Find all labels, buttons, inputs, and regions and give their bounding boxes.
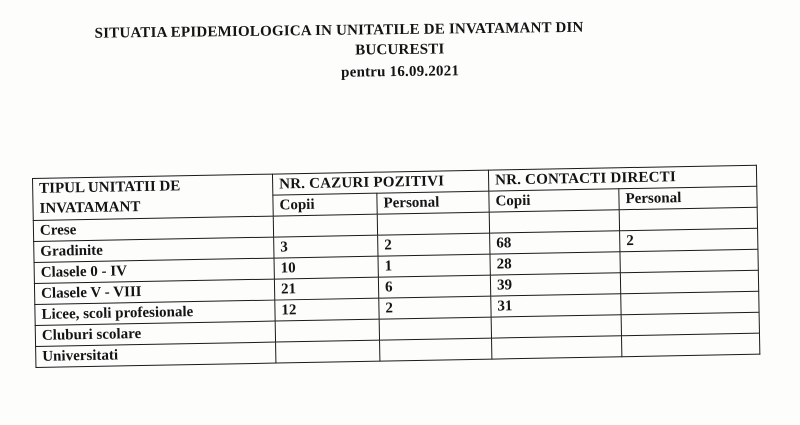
unit-type-cell: Licee, scoli profesionale: [35, 300, 275, 325]
epidemiology-table: [32, 165, 760, 368]
contacts-copii-cell: 68: [490, 231, 620, 254]
contacts-copii-cell: [489, 210, 619, 233]
header-direct-contacts: NR. CONTACTI DIRECTI: [488, 165, 756, 191]
contacts-personal-cell: [621, 312, 759, 336]
document-title: [0, 17, 799, 81]
positive-personal-cell: 6: [378, 275, 490, 298]
positive-personal-cell: [379, 317, 491, 340]
unit-type-cell: Clasele V - VIII: [34, 279, 274, 304]
contacts-personal-cell: [621, 291, 759, 315]
header-contacts-copii: Copii: [489, 189, 619, 212]
contacts-copii-cell: [491, 315, 621, 338]
contacts-copii-cell: [492, 336, 622, 359]
positive-copii-cell: 3: [274, 235, 378, 258]
header-positive-cases: NR. CAZURI POZITIVI: [272, 170, 488, 195]
header-positive-personal: Personal: [377, 191, 489, 214]
positive-personal-cell: 2: [379, 296, 491, 319]
title-line-2: BUCURESTI: [355, 41, 445, 59]
unit-type-cell: Universitati: [36, 342, 276, 367]
contacts-personal-cell: 2: [620, 228, 758, 252]
positive-personal-cell: 1: [378, 254, 490, 277]
header-contacts-personal: Personal: [619, 186, 757, 210]
title-date: pentru 16.09.2021: [341, 63, 460, 81]
unit-type-cell: Gradinite: [34, 237, 274, 262]
unit-type-cell: Cluburi scolare: [35, 321, 275, 346]
unit-type-cell: Crese: [33, 216, 273, 241]
contacts-copii-cell: 31: [491, 294, 621, 317]
contacts-personal-cell: [619, 207, 757, 231]
contacts-personal-cell: [620, 249, 758, 273]
header-unit-type-line2: INVATAMANT: [39, 199, 141, 217]
header-unit-type: [33, 174, 274, 220]
contacts-personal-cell: [620, 270, 758, 294]
positive-copii-cell: 12: [275, 298, 379, 321]
title-line-1: SITUATIA EPIDEMIOLOGICA IN UNITATILE DE INVATAMANT DIN: [94, 19, 584, 42]
unit-type-cell: Clasele 0 - IV: [34, 258, 274, 283]
positive-copii-cell: [275, 319, 379, 342]
header-positive-copii: Copii: [273, 193, 377, 216]
positive-personal-cell: 2: [378, 233, 490, 256]
positive-copii-cell: 10: [274, 256, 378, 279]
contacts-copii-cell: 39: [490, 273, 620, 296]
contacts-personal-cell: [622, 333, 760, 357]
positive-copii-cell: [276, 340, 380, 363]
positive-copii-cell: [273, 214, 377, 237]
positive-copii-cell: 21: [274, 277, 378, 300]
header-unit-type-line1: TIPUL UNITATII DE: [39, 178, 181, 197]
positive-personal-cell: [377, 212, 489, 235]
epidemiology-table-container: [32, 165, 760, 390]
positive-personal-cell: [380, 338, 492, 361]
contacts-copii-cell: 28: [490, 252, 620, 275]
